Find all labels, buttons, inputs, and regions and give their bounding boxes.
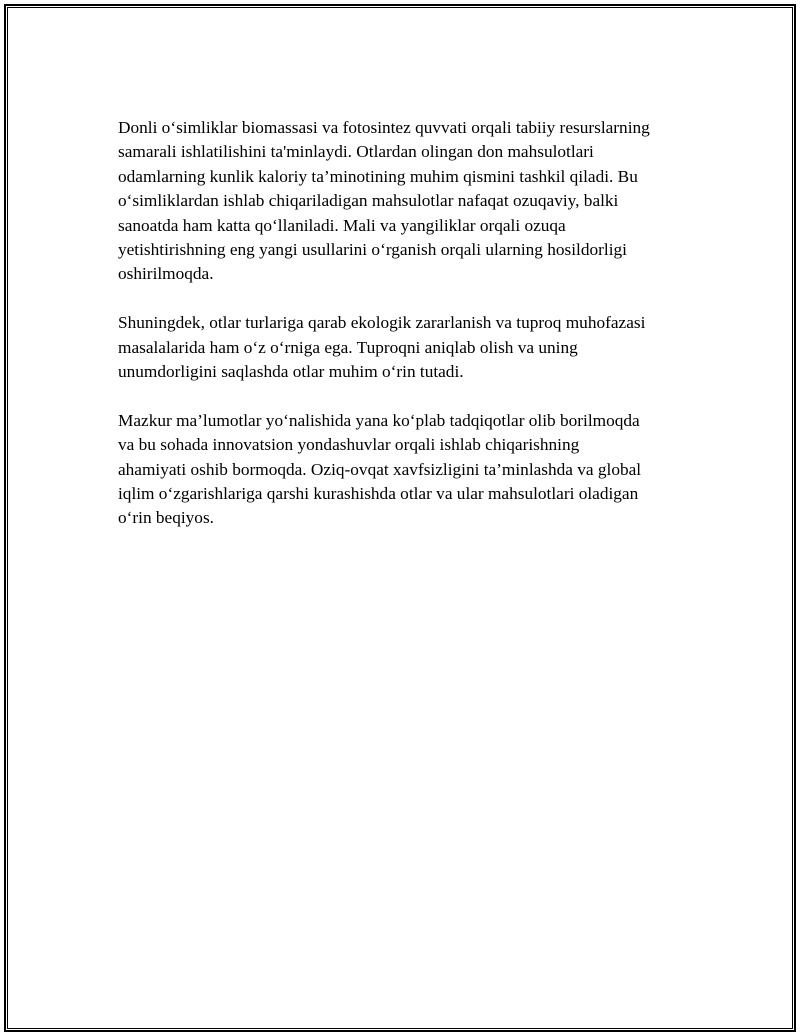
paragraph-1: Donli o‘simliklar biomassasi va fotosintez quvvati orqali tabiiy resurslarning samarali ishlatilishini ta'minlaydi. Otlardan olingan don mahsulotlari odamlarning kunlik kaloriy ta’minotining muhim qismini tashkil qiladi. Bu o‘simliklardan ishlab chiqariladigan mahsulotlar nafaqat ozuqaviy, balki sanoatda ham katta qo‘llaniladi. Mali va yangiliklar orqali ozuqa yetishtirishning eng yangi usullarini o‘rganish orqali ularning hosildorligi oshirilmoqda. bbox=[118, 118, 650, 284]
paragraph-3: Mazkur ma’lumotlar yo‘nalishida yana ko‘plab tadqiqotlar olib borilmoqda va bu sohada innovatsion yondashuvlar orqali ishlab chiqarishning ahamiyati oshib bormoqda. Oziq-ovqat xavfsizligini ta’minlashda va global iqlim o‘zgarishlariga qarshi kurashishda otlar va ular mahsulotlari oladigan o‘rin beqiyos. bbox=[118, 410, 642, 528]
paragraph-2: Shuningdek, otlar turlariga qarab ekologik zararlanish va tuproq muhofazasi masalalarida ham o‘z o‘rniga ega. Tuproqni aniqlab olish va uning unumdorligini saqlashda otlar muhim o‘rin tutadi. bbox=[118, 313, 646, 382]
document-body bbox=[118, 116, 698, 555]
